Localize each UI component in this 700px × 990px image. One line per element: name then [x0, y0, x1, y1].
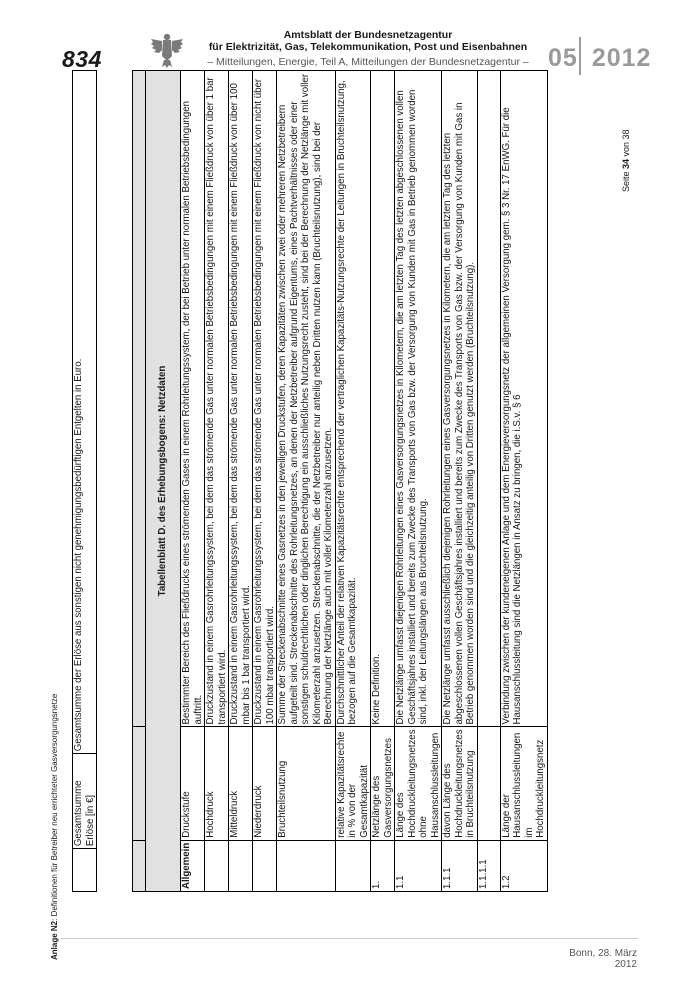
federal-eagle-logo: [150, 30, 184, 70]
term-cell: Hochdruck: [205, 727, 229, 840]
table-row: [442, 71, 478, 892]
row-number: 1.1.1.1: [477, 840, 500, 891]
term-cell: [477, 727, 500, 840]
footer-date: Bonn, 28. März 2012: [569, 948, 637, 970]
definition-cell: Keine Definition.: [371, 71, 395, 727]
definition-cell: [477, 71, 500, 727]
publication-header: [192, 29, 544, 68]
term-cell: relative Kapazitätsrechte in % von der Gesamtkapazität: [335, 727, 371, 840]
table-row: [253, 71, 277, 892]
term-cell: Niederdruck: [253, 727, 277, 840]
table-cell: [133, 71, 146, 727]
term-cell: Länge des Hochdruckleitungsnetzes ohne Hausanschlussleitungen: [395, 727, 442, 840]
issue-label: [548, 44, 651, 73]
table-row: [371, 71, 395, 892]
issue-number: 05: [548, 44, 578, 72]
term-cell: Druckstufe: [181, 727, 205, 840]
row-number: 1.1.1: [442, 840, 478, 891]
definition-cell: Druckzustand in einem Gasrohrleitungssystem, bei dem das strömende Gas unter normalen Betriebsbedingungen mit einem Fließdruck von nicht über 100 mbar transportiert wird.: [253, 71, 277, 727]
row-number: [253, 840, 277, 891]
term-cell: davon Länge des Hochdruckleitungsnetzes in Bruchteilsnutzung: [442, 727, 478, 840]
revenue-table: [72, 70, 97, 892]
section-title: Tabellenblatt D. des Erhebungsbogens: Netzdaten: [146, 71, 181, 892]
definition-cell: Gesamtsumme der Erlöse aus sonstigen nicht genehmigungsbedürftigen Entgelten in Euro.: [73, 71, 97, 754]
term-cell: Länge der Hausanschlussleitungen im Hochdruckleitungsnetz: [500, 727, 547, 840]
row-number: 1.: [371, 840, 395, 891]
term-cell: Gesamtsumme Erlöse [in €]: [73, 754, 97, 849]
header-subtitle: – Mitteilungen, Energie, Teil A, Mitteilungen der Bundesnetzagentur –: [207, 56, 529, 68]
definition-cell: Verbindung zwischen der kundeneigenen Anlage und dem Energieversorgungsnetz der allgemeinen Versorgung gem. § 3 Nr. 17 EnWG. Für die Hausanschlussleitung sind die Netzlängen in Ansatz zu bringen, die i.S.v. § 6: [500, 71, 547, 727]
table-cell: [133, 840, 146, 891]
term-cell: Bruchteilsnutzung: [277, 727, 336, 840]
definition-cell: Summe der Streckenabschnitte eines Gasnetzes in den jeweiligen Druckstufen, deren Kapazitäten zwischen zwei oder mehreren Netzbetreibern aufgeteilt sind. Streckenabschnitte des Rohrleitungsnetzes, an denen der Netzbetreiber aufgrund Eigentums, eines Pachtverhältnisses oder einer sonstigen schuldrechtlichen oder dinglichen Berechtigung ein ausschließliches Nutzungsrecht zusteht, sind bei der Berechnung der Netzlänge mit voller Kilometerzahl anzusetzen. Streckenabschnitte, die der Netzbetreiber nur anteilig neben Dritten nutzen kann (Bruchteilsnutzung), sind bei der Berechnung der Netzlänge auch mit voller Kilometerzahl anzusetzen.: [277, 71, 336, 727]
spacer-row: [133, 71, 146, 892]
term-cell: Mitteldruck: [229, 727, 253, 840]
table-row: [335, 71, 371, 892]
page-ref-current: 34: [621, 158, 631, 169]
definition-cell: Die Netzlänge umfasst ausschließlich diejenigen Rohrleitungen eines Gasversorgungsnetzes in Kilometern, die am letzten Tag des letzten abgeschlossenen vollen Geschäftsjahres installiert und bereits zum Zwecke des Transports von Gas bzw. der Versorgung von Kunden mit Gas in Betrieb genommen worden sind und die gleichzeitig anteilig von Dritten genutzt werden (Bruchteilsnutzung).: [442, 71, 478, 727]
definition-cell: Durchschnittlicher Anteil der relativen Kapazitätsrechte entsprechend der vertraglichen Kapazitäts-Nutzungsrechte der Leitungen in Bruchteilsnutzung, bezogen auf die Gesamtkapazität.: [335, 71, 371, 727]
page-ref-prefix: Seite: [621, 168, 631, 192]
row-number: [229, 840, 253, 891]
row-number: 1.1: [395, 840, 442, 891]
definition-cell: Druckzustand in einem Gasrohrleitungssystem, bei dem das strömende Gas unter normalen Betriebsbedingungen mit einem Fließdruck von über 1 bar transportiert wird.: [205, 71, 229, 727]
row-number: Allgemein: [181, 840, 205, 891]
annex-text: : Definitionen für Betreiber neu errichteter Gasversorgungsnetze: [50, 693, 59, 921]
footer-divider: [60, 938, 638, 939]
table-row: [205, 71, 229, 892]
table-cell: [133, 727, 146, 840]
row-number: [277, 840, 336, 891]
table-row: [277, 71, 336, 892]
publisher-line-2: für Elektrizität, Gas, Telekommunikation, Post und Eisenbahnen: [208, 41, 528, 53]
netzdaten-table: [132, 70, 548, 892]
row-number: [335, 840, 371, 891]
table-row: [395, 71, 442, 892]
definition-cell: Die Netzlänge umfasst diejenigen Rohrleitungen eines Gasversorgungsnetzes in Kilometern, die am letzten Tag des letzten abgeschlossenen vollen Geschäftsjahres installiert und bereits zum Zwecke des Transports von Gas bzw. der Versorgung von Kunden mit Gas in Betrieb genommen worden sind, inkl. der Leitungslängen aus Bruchteilsnutzung.: [395, 71, 442, 727]
table-row: [73, 71, 97, 892]
row-number: [205, 840, 229, 891]
annex-label: Anlage N2: [50, 920, 59, 960]
definition-cell: Druckzustand in einem Gasrohrleitungssystem, bei dem das strömende Gas unter normalen Betriebsbedingungen mit einem Fließdruck von über 100 mbar bis 1 bar transportiert wird.: [229, 71, 253, 727]
issue-year: 2012: [591, 44, 652, 72]
row-number: 1.2: [500, 840, 547, 891]
page-number: 834: [62, 46, 102, 72]
table-row: [181, 71, 205, 892]
annex-caption: [50, 694, 59, 960]
table-row: [477, 71, 500, 892]
rotated-page-content: [50, 70, 640, 960]
definition-cell: Bestimmter Bereich des Fließdrucks eines strömenden Gases in einem Rohrleitungssystem, der bei Betrieb unter normalen Betriebsbedingungen auftritt.: [181, 71, 205, 727]
publisher-line-1: Amtsblatt der Bundesnetzagentur: [283, 29, 453, 41]
page-reference: [621, 129, 631, 192]
table-row: [500, 71, 547, 892]
section-title-row: [146, 71, 181, 892]
page-ref-suffix: von 38: [621, 129, 631, 159]
table-cell: [73, 849, 97, 892]
term-cell: Netzlänge des Gasversorgungsnetzes: [371, 727, 395, 840]
table-row: [229, 71, 253, 892]
